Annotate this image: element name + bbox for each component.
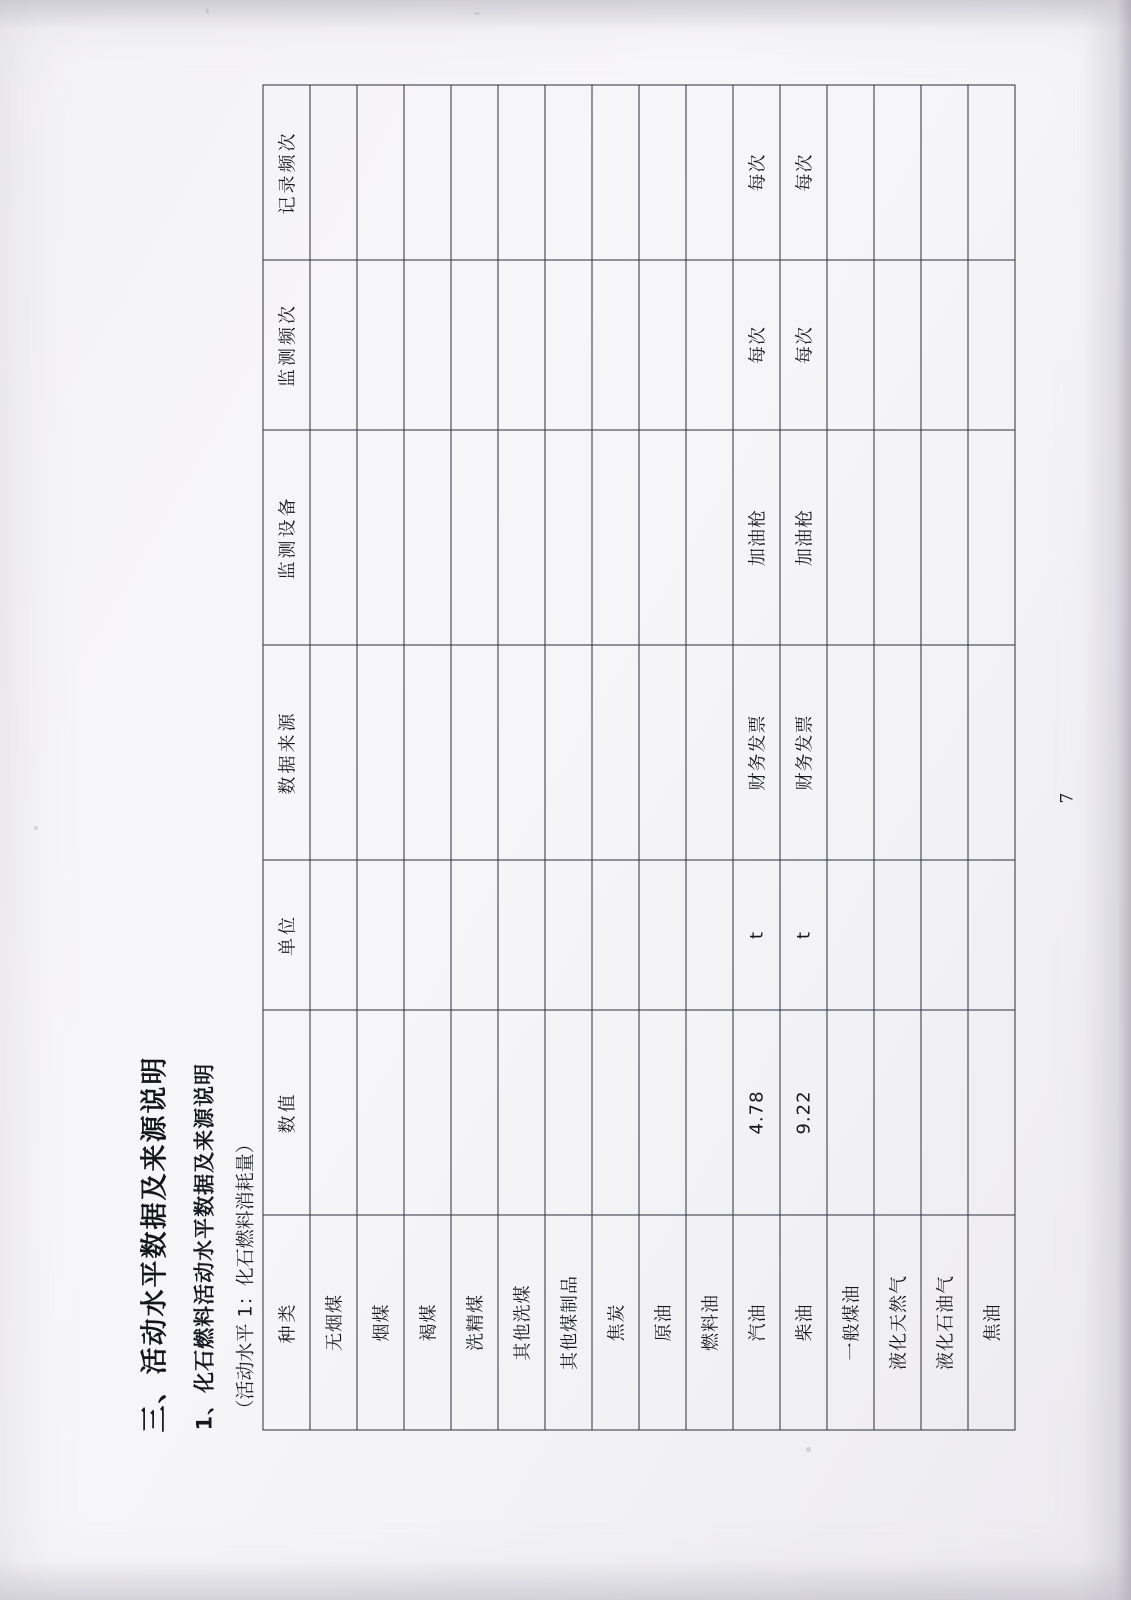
column-header-source: 数据来源 <box>263 645 310 860</box>
column-header-record-freq: 记录频次 <box>263 85 310 260</box>
table-row <box>498 85 545 1430</box>
table-header-row <box>263 85 310 1430</box>
cell-device <box>310 430 357 645</box>
cell-record-freq <box>874 85 921 260</box>
cell-monitor-freq <box>921 260 968 430</box>
cell-monitor-freq <box>686 260 733 430</box>
cell-monitor-freq: 每次 <box>780 260 827 430</box>
cell-monitor-freq <box>545 260 592 430</box>
cell-record-freq: 每次 <box>780 85 827 260</box>
cell-unit <box>498 860 545 1010</box>
cell-unit <box>686 860 733 1010</box>
cell-device <box>357 430 404 645</box>
cell-source <box>921 645 968 860</box>
cell-source <box>498 645 545 860</box>
cell-value <box>827 1010 874 1215</box>
cell-kind: 汽油 <box>733 1215 780 1430</box>
cell-source: 财务发票 <box>733 645 780 860</box>
cell-source <box>827 645 874 860</box>
cell-monitor-freq <box>357 260 404 430</box>
cell-value <box>451 1010 498 1215</box>
table-row <box>357 85 404 1430</box>
cell-kind: 液化石油气 <box>921 1215 968 1430</box>
cell-kind: 焦炭 <box>592 1215 639 1430</box>
cell-unit <box>310 860 357 1010</box>
cell-device <box>827 430 874 645</box>
cell-unit <box>827 860 874 1010</box>
cell-source <box>874 645 921 860</box>
cell-monitor-freq <box>451 260 498 430</box>
table-row <box>968 85 1015 1430</box>
column-header-kind: 种类 <box>263 1215 310 1430</box>
cell-unit <box>968 860 1015 1010</box>
cell-kind: 一般煤油 <box>827 1215 874 1430</box>
cell-record-freq <box>404 85 451 260</box>
table-row <box>639 85 686 1430</box>
cell-kind: 其他洗煤 <box>498 1215 545 1430</box>
cell-record-freq <box>827 85 874 260</box>
cell-record-freq <box>451 85 498 260</box>
cell-record-freq <box>686 85 733 260</box>
cell-value <box>545 1010 592 1215</box>
cell-unit <box>874 860 921 1010</box>
cell-device: 加油枪 <box>733 430 780 645</box>
cell-monitor-freq <box>874 260 921 430</box>
cell-device <box>686 430 733 645</box>
cell-kind: 柴油 <box>780 1215 827 1430</box>
table-row <box>686 85 733 1430</box>
cell-record-freq <box>357 85 404 260</box>
cell-record-freq <box>639 85 686 260</box>
cell-source: 财务发票 <box>780 645 827 860</box>
table-row <box>310 85 357 1430</box>
cell-device <box>968 430 1015 645</box>
cell-value <box>968 1010 1015 1215</box>
cell-kind: 褐煤 <box>404 1215 451 1430</box>
page-title: 三、活动水平数据及来源说明 <box>139 1055 170 1432</box>
cell-kind: 燃料油 <box>686 1215 733 1430</box>
cell-record-freq <box>592 85 639 260</box>
cell-source <box>639 645 686 860</box>
column-header-unit: 单位 <box>263 860 310 1010</box>
table-row <box>733 85 780 1430</box>
cell-source <box>310 645 357 860</box>
cell-record-freq <box>310 85 357 260</box>
cell-kind: 焦油 <box>968 1215 1015 1430</box>
cell-monitor-freq <box>498 260 545 430</box>
cell-value <box>639 1010 686 1215</box>
cell-value <box>592 1010 639 1215</box>
cell-source <box>357 645 404 860</box>
cell-unit <box>451 860 498 1010</box>
cell-value <box>686 1010 733 1215</box>
cell-unit <box>921 860 968 1010</box>
cell-value <box>874 1010 921 1215</box>
cell-source <box>592 645 639 860</box>
cell-kind: 烟煤 <box>357 1215 404 1430</box>
cell-monitor-freq <box>968 260 1015 430</box>
cell-record-freq <box>968 85 1015 260</box>
cell-device <box>592 430 639 645</box>
table-row <box>545 85 592 1430</box>
cell-monitor-freq <box>310 260 357 430</box>
cell-unit <box>592 860 639 1010</box>
cell-value <box>921 1010 968 1215</box>
cell-device <box>921 430 968 645</box>
cell-device <box>451 430 498 645</box>
cell-source <box>968 645 1015 860</box>
cell-device <box>874 430 921 645</box>
cell-kind: 其他煤制品 <box>545 1215 592 1430</box>
cell-source <box>404 645 451 860</box>
cell-value: 9.22 <box>780 1010 827 1215</box>
cell-kind: 液化天然气 <box>874 1215 921 1430</box>
cell-unit <box>357 860 404 1010</box>
cell-value <box>310 1010 357 1215</box>
cell-kind: 原油 <box>639 1215 686 1430</box>
table-row <box>921 85 968 1430</box>
section-note: （活动水平 1：化石燃料消耗量） <box>234 1133 256 1418</box>
cell-value <box>357 1010 404 1215</box>
cell-kind: 无烟煤 <box>310 1215 357 1430</box>
cell-device <box>639 430 686 645</box>
cell-record-freq <box>498 85 545 260</box>
cell-unit <box>545 860 592 1010</box>
cell-unit <box>404 860 451 1010</box>
fossil-fuel-activity-table <box>262 84 1015 1430</box>
cell-value <box>404 1010 451 1215</box>
table-row <box>451 85 498 1430</box>
cell-device: 加油枪 <box>780 430 827 645</box>
table-row <box>874 85 921 1430</box>
table-row <box>592 85 639 1430</box>
cell-device <box>545 430 592 645</box>
page-number: 7 <box>1057 792 1077 803</box>
table-row <box>827 85 874 1430</box>
cell-monitor-freq: 每次 <box>733 260 780 430</box>
section-subtitle: 1、化石燃料活动水平数据及来源说明 <box>192 1062 216 1430</box>
cell-monitor-freq <box>827 260 874 430</box>
column-header-value: 数值 <box>263 1010 310 1215</box>
cell-unit: t <box>780 860 827 1010</box>
cell-device <box>498 430 545 645</box>
cell-record-freq: 每次 <box>733 85 780 260</box>
cell-source <box>545 645 592 860</box>
cell-record-freq <box>545 85 592 260</box>
cell-unit: t <box>733 860 780 1010</box>
cell-source <box>451 645 498 860</box>
table-row <box>404 85 451 1430</box>
cell-monitor-freq <box>404 260 451 430</box>
cell-value: 4.78 <box>733 1010 780 1215</box>
cell-kind: 洗精煤 <box>451 1215 498 1430</box>
cell-source <box>686 645 733 860</box>
cell-unit <box>639 860 686 1010</box>
table-row <box>780 85 827 1430</box>
column-header-device: 监测设备 <box>263 430 310 645</box>
cell-device <box>404 430 451 645</box>
cell-monitor-freq <box>592 260 639 430</box>
cell-value <box>498 1010 545 1215</box>
column-header-monitor-freq: 监测频次 <box>263 260 310 430</box>
cell-record-freq <box>921 85 968 260</box>
cell-monitor-freq <box>639 260 686 430</box>
